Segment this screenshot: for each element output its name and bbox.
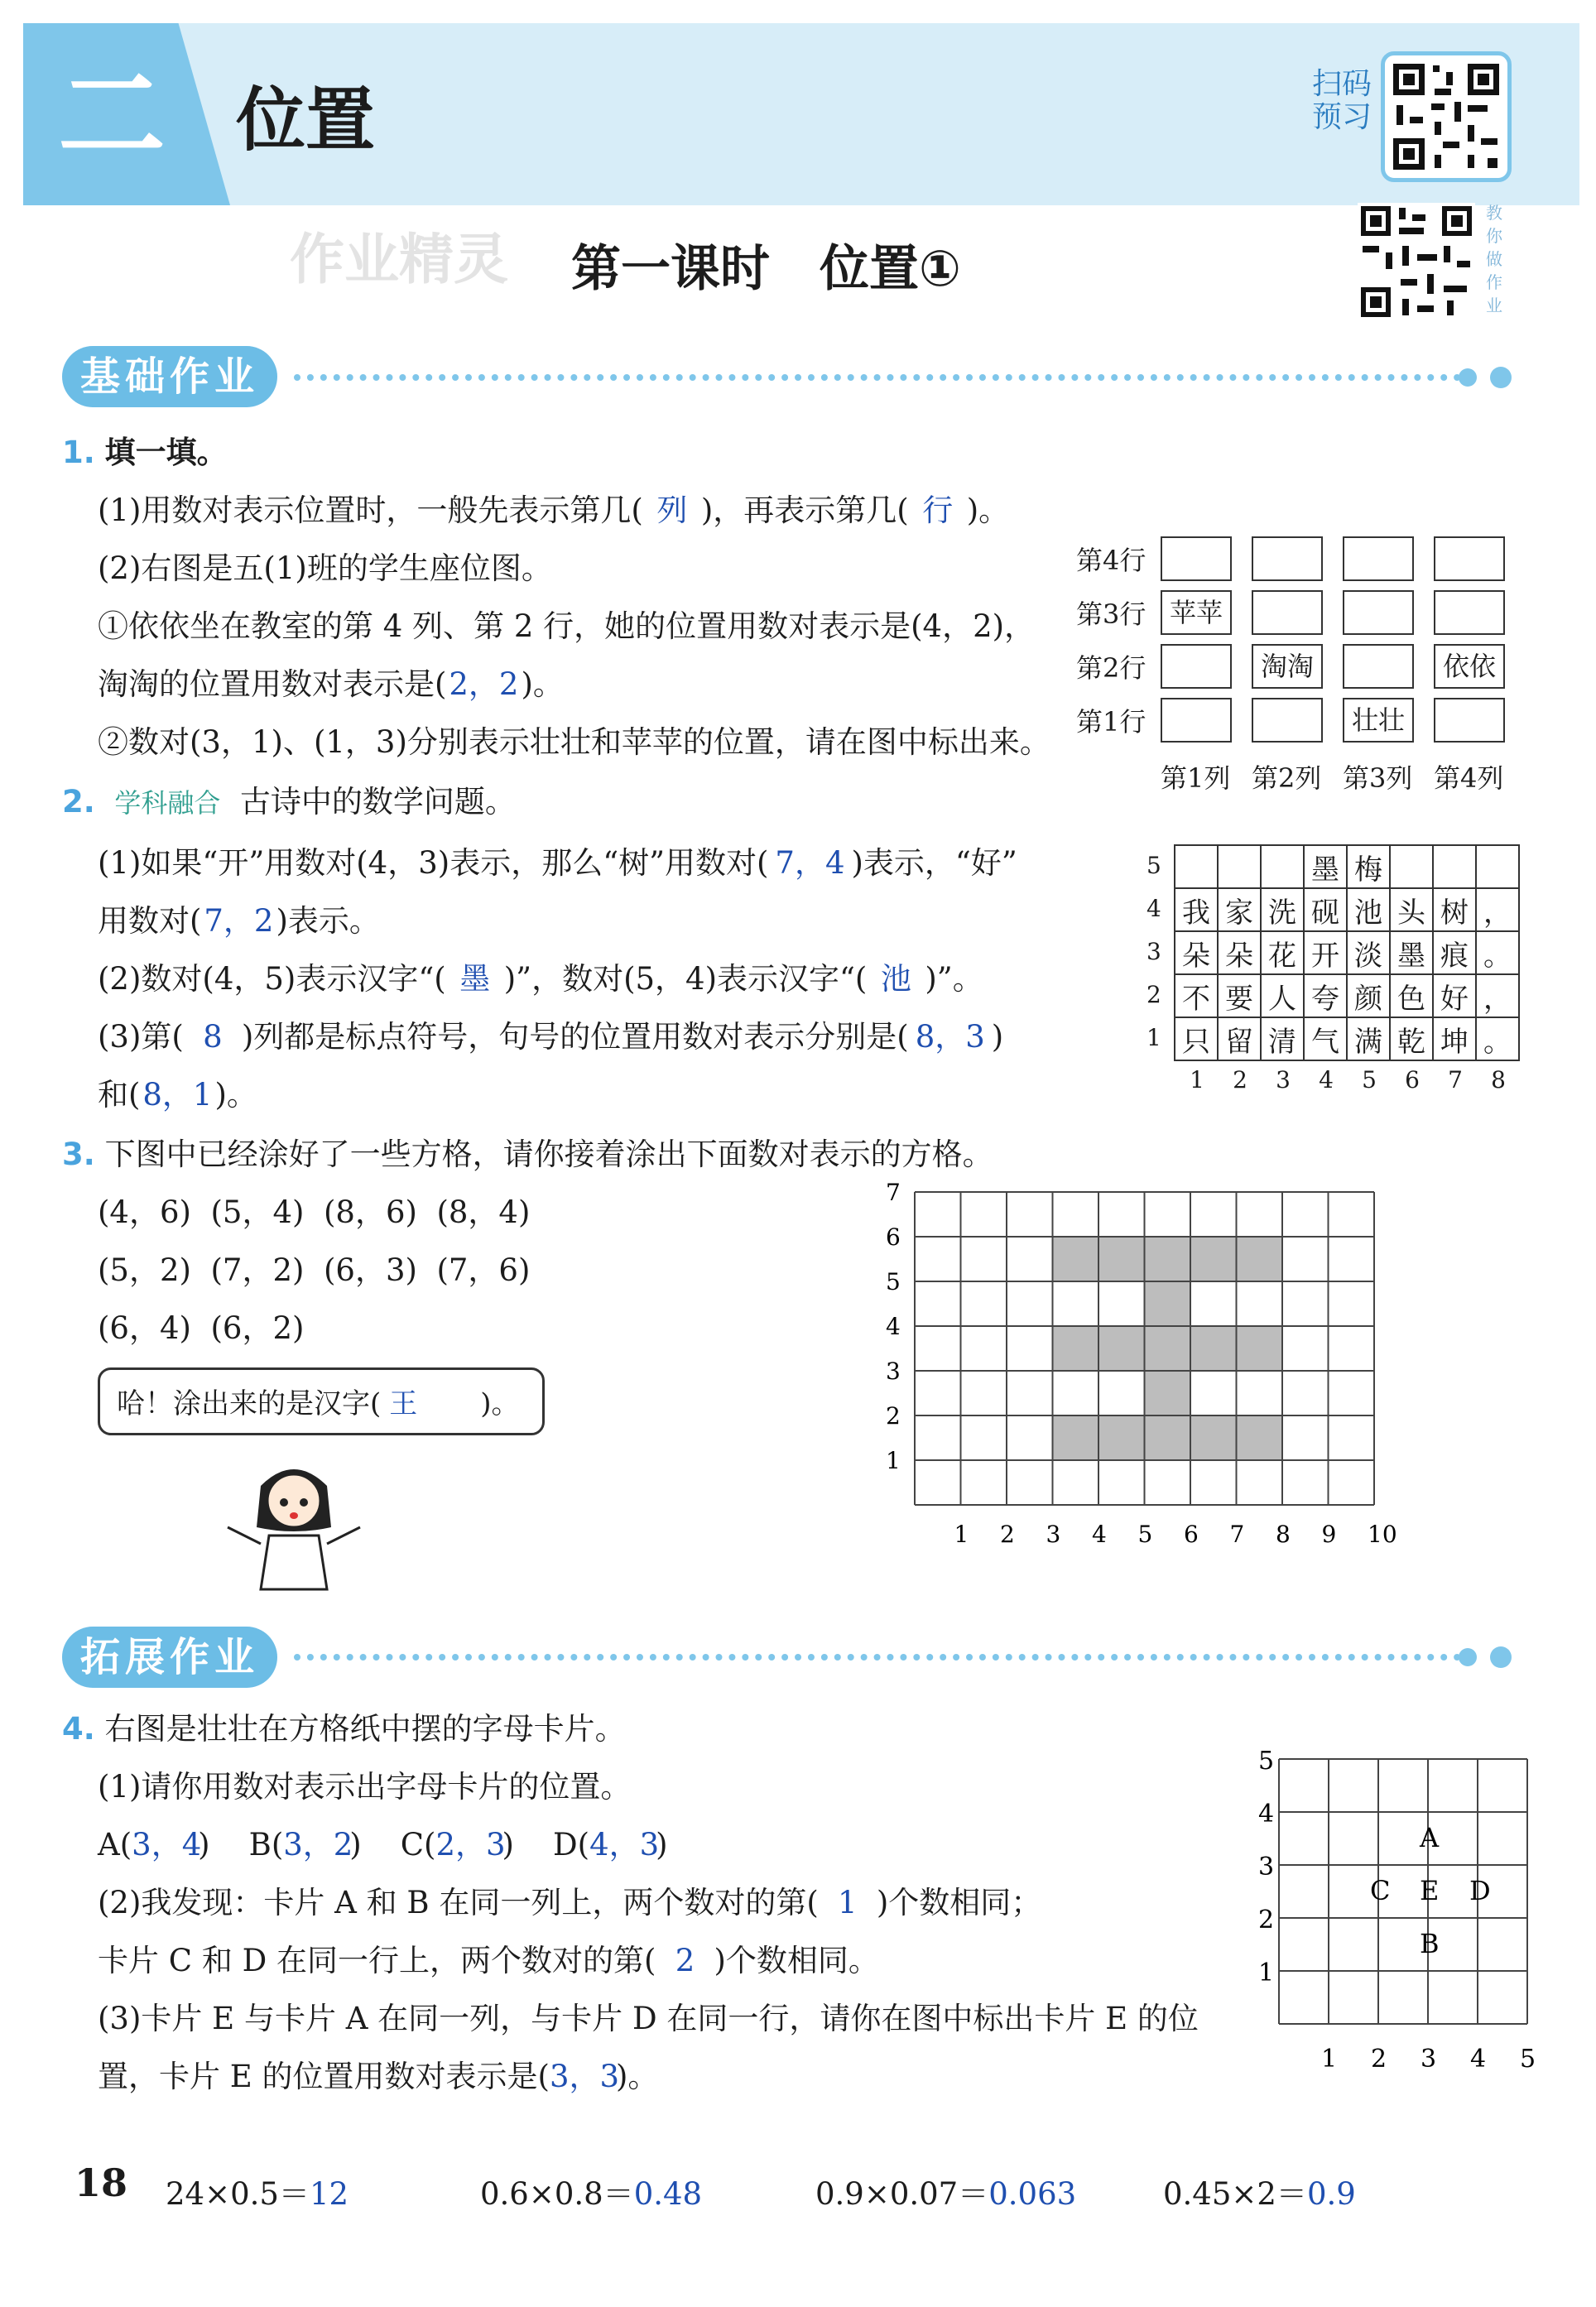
q2-part2: (2)数对(4，5)表示汉字“( 墨 )”，数对(5，4)表示汉字“( 池 )”。 bbox=[98, 957, 983, 1002]
poem-cell: 朵 bbox=[1175, 931, 1218, 974]
shaded-cell[interactable] bbox=[1190, 1326, 1237, 1371]
shaded-cell[interactable] bbox=[1145, 1415, 1191, 1460]
poem-cell: 。 bbox=[1476, 931, 1519, 974]
divider-end-dot bbox=[1459, 368, 1477, 387]
answer-blank[interactable]: 行 bbox=[922, 493, 954, 528]
poem-grid-row bbox=[1175, 845, 1519, 888]
poem-grid-row bbox=[1175, 931, 1519, 974]
qr-code-icon bbox=[1358, 203, 1475, 320]
poem-grid-row bbox=[1175, 974, 1519, 1017]
poem-cell: 。 bbox=[1476, 1017, 1519, 1060]
col-label: 1 bbox=[1190, 1066, 1204, 1093]
row-label: 3 bbox=[1147, 938, 1161, 965]
seat-chart bbox=[1068, 530, 1515, 803]
shaded-cell[interactable] bbox=[1190, 1237, 1237, 1281]
col-label: 4 bbox=[1319, 1066, 1334, 1093]
col-label: 5 bbox=[1137, 1521, 1153, 1548]
coordinate-grid-q3 bbox=[869, 1179, 1397, 1548]
shaded-cell[interactable] bbox=[1237, 1237, 1283, 1281]
poem-cell: 颜 bbox=[1347, 974, 1390, 1017]
poem-cell: 家 bbox=[1218, 888, 1261, 931]
poem-cell: 乾 bbox=[1390, 1017, 1433, 1060]
poem-cell: 要 bbox=[1218, 974, 1261, 1017]
q4-card-positions: A(3，4) B(3，2) C(2，3) D(4，3) bbox=[98, 1823, 668, 1867]
seat[interactable] bbox=[1343, 536, 1414, 581]
poem-col-labels bbox=[1175, 1066, 1520, 1093]
calc-item-3: 0.9×0.07＝0.063 bbox=[815, 2176, 1077, 2212]
row-label: 5 bbox=[1147, 852, 1161, 879]
poem-cell bbox=[1433, 845, 1476, 888]
row-label: 3 bbox=[886, 1358, 901, 1385]
answer-blank[interactable]: 池 bbox=[880, 961, 911, 997]
col-label: 2 bbox=[1371, 2045, 1387, 2074]
seat[interactable] bbox=[1434, 590, 1505, 635]
q3-heading: 3. 下图中已经涂好了一些方格，请你接着涂出下面数对表示的方格。 bbox=[62, 1137, 993, 1172]
row-label: 3 bbox=[1258, 1853, 1275, 1882]
q2-heading: 2. 学科融合 古诗中的数学问题。 bbox=[62, 784, 516, 819]
q2-part3: (3)第( 8 )列都是标点符号，句号的位置用数对表示分别是( 8，3 ) bbox=[98, 1015, 1003, 1060]
q4-part3: (3)卡片 E 与卡片 A 在同一列，与卡片 D 在同一行，请你在图中标出卡片 E 的位 bbox=[98, 2001, 1199, 2036]
answer-blank[interactable]: 列 bbox=[656, 493, 688, 528]
section-divider bbox=[294, 1654, 1461, 1661]
poem-cell: 朵 bbox=[1218, 931, 1261, 974]
poem-cell: 坤 bbox=[1433, 1017, 1476, 1060]
poem-cell: 气 bbox=[1304, 1017, 1347, 1060]
poem-cell: ， bbox=[1476, 888, 1519, 931]
section-basic-badge: 基础作业 bbox=[62, 346, 277, 407]
shaded-cell[interactable] bbox=[1145, 1326, 1191, 1371]
row-label: 6 bbox=[886, 1223, 901, 1251]
calc-item-4: 0.45×2＝0.9 bbox=[1163, 2176, 1356, 2212]
row-label: 4 bbox=[886, 1313, 901, 1340]
q1-part2: (2)右图是五(1)班的学生座位图。 bbox=[98, 550, 552, 586]
poem-cell: ， bbox=[1476, 974, 1519, 1017]
shaded-cell[interactable] bbox=[1237, 1415, 1283, 1460]
poem-cell bbox=[1261, 845, 1304, 888]
poem-cell bbox=[1175, 845, 1218, 888]
answer-blank[interactable]: 3，3 bbox=[549, 2059, 620, 2094]
section-extended-badge: 拓展作业 bbox=[62, 1627, 277, 1688]
shaded-cell[interactable] bbox=[1053, 1415, 1099, 1460]
watermark: 作业精灵 bbox=[290, 228, 508, 291]
col-label: 1 bbox=[1321, 2045, 1338, 2074]
col-label: 8 bbox=[1491, 1066, 1506, 1093]
speech-bubble: 哈！涂出来的是汉字( 王 )。 bbox=[98, 1367, 545, 1435]
poem-cell: 树 bbox=[1433, 888, 1476, 931]
poem-grid bbox=[1174, 844, 1520, 1061]
poem-grid-row bbox=[1175, 1017, 1519, 1060]
poem-row-labels bbox=[1147, 844, 1161, 1060]
poem-cell bbox=[1390, 845, 1433, 888]
shaded-cell[interactable] bbox=[1145, 1281, 1191, 1326]
shaded-cell[interactable] bbox=[1190, 1415, 1237, 1460]
col-label: 4 bbox=[1092, 1521, 1107, 1548]
row-label: 5 bbox=[1258, 1747, 1275, 1776]
row-label: 1 bbox=[1258, 1959, 1275, 1987]
row-label: 1 bbox=[886, 1447, 901, 1474]
girl-illustration-icon bbox=[211, 1436, 377, 1602]
divider-end-dot bbox=[1459, 1648, 1477, 1666]
row-label: 7 bbox=[886, 1179, 901, 1206]
q2-part1: (1)如果“开”用数对(4，3)表示，那么“树”用数对( 7，4 )表示，“好” bbox=[98, 841, 1017, 886]
q4-heading: 4. 右图是壮壮在方格纸中摆的字母卡片。 bbox=[62, 1711, 626, 1747]
answer-blank[interactable]: 8 bbox=[203, 1019, 223, 1055]
seat[interactable] bbox=[1161, 644, 1232, 689]
col-label: 5 bbox=[1520, 2045, 1536, 2074]
poem-cell: 好 bbox=[1433, 974, 1476, 1017]
col-label: 6 bbox=[1184, 1521, 1199, 1548]
col-label: 8 bbox=[1276, 1521, 1291, 1548]
seat-row-label: 第3行 bbox=[1076, 598, 1147, 630]
seat[interactable] bbox=[1434, 536, 1505, 581]
poem-cell: 洗 bbox=[1261, 888, 1304, 931]
divider-end-dot bbox=[1490, 367, 1512, 388]
qr-code-homework[interactable] bbox=[1358, 203, 1475, 320]
shaded-cell[interactable] bbox=[1145, 1237, 1191, 1281]
seat-col-label: 第3列 bbox=[1343, 762, 1413, 794]
col-label: 1 bbox=[954, 1521, 969, 1548]
poem-grid-row bbox=[1175, 888, 1519, 931]
seat[interactable] bbox=[1161, 698, 1232, 743]
letter-card-C[interactable]: C bbox=[1370, 1875, 1391, 1906]
page-number: 18 bbox=[75, 2160, 128, 2205]
col-label: 4 bbox=[1470, 2045, 1487, 2074]
row-label: 5 bbox=[886, 1268, 901, 1295]
shaded-cell[interactable] bbox=[1053, 1326, 1099, 1371]
q3-pairs-line3: (6，4) (6，2) bbox=[98, 1310, 305, 1346]
q3-pairs-line1: (4，6) (5，4) (8，6) (8，4) bbox=[98, 1194, 531, 1230]
q1-part1: (1)用数对表示位置时，一般先表示第几( 列 )，再表示第几( 行 )。 bbox=[98, 488, 1009, 533]
row-label: 1 bbox=[1147, 1024, 1161, 1051]
poem-cell: 花 bbox=[1261, 931, 1304, 974]
poem-cell bbox=[1476, 845, 1519, 888]
scan-preview-label[interactable]: 扫码 预习 bbox=[1312, 67, 1372, 134]
q1-part4: 淘淘的位置用数对表示是(2，2)。 bbox=[98, 662, 564, 707]
poem-cell: 梅 bbox=[1347, 845, 1390, 888]
poem-cell: 痕 bbox=[1433, 931, 1476, 974]
divider-end-dot bbox=[1490, 1646, 1512, 1668]
answer-blank[interactable]: 8，3 bbox=[915, 1019, 985, 1055]
shaded-cell[interactable] bbox=[1237, 1326, 1283, 1371]
shaded-cell[interactable] bbox=[1053, 1237, 1099, 1281]
answer-blank[interactable]: 2，3 bbox=[435, 1827, 506, 1862]
poem-cell: 不 bbox=[1175, 974, 1218, 1017]
answer-blank[interactable]: 4，3 bbox=[589, 1827, 660, 1862]
q1-heading: 1. 填一填。 bbox=[62, 435, 228, 470]
poem-cell: 墨 bbox=[1304, 845, 1347, 888]
shaded-cell[interactable] bbox=[1098, 1237, 1145, 1281]
poem-cell: 夸 bbox=[1304, 974, 1347, 1017]
col-label: 3 bbox=[1046, 1521, 1061, 1548]
seat[interactable] bbox=[1252, 590, 1323, 635]
seat-col-label: 第2列 bbox=[1252, 762, 1322, 794]
seat-row-label: 第1行 bbox=[1076, 706, 1147, 738]
q2-part1b: 用数对(7，2)表示。 bbox=[98, 899, 380, 944]
seat-col-label: 第4列 bbox=[1434, 762, 1504, 794]
answer-blank[interactable]: 3，4 bbox=[132, 1827, 202, 1862]
col-label: 3 bbox=[1421, 2045, 1437, 2074]
col-label: 9 bbox=[1321, 1521, 1337, 1548]
row-label: 2 bbox=[1147, 981, 1161, 1008]
q3-pairs-line2: (5，2) (7，2) (6，3) (7，6) bbox=[98, 1252, 531, 1288]
seat[interactable] bbox=[1161, 536, 1232, 581]
poem-cell: 只 bbox=[1175, 1017, 1218, 1060]
seat-taotao[interactable]: 淘淘 bbox=[1252, 644, 1323, 689]
q4-part2: (2)我发现：卡片 A 和 B 在同一列上，两个数对的第( 1 )个数相同； bbox=[98, 1881, 1041, 1925]
shaded-cell[interactable] bbox=[1145, 1371, 1191, 1415]
answer-blank[interactable]: 8，1 bbox=[142, 1077, 213, 1113]
letter-card-E[interactable]: E bbox=[1420, 1875, 1440, 1906]
poem-cell: 留 bbox=[1218, 1017, 1261, 1060]
unit-number: 二 bbox=[57, 52, 166, 179]
answer-blank[interactable]: 3，2 bbox=[283, 1827, 353, 1862]
row-label: 4 bbox=[1147, 895, 1161, 922]
answer-blank[interactable]: 7，2 bbox=[204, 903, 274, 939]
q4-part2b: 卡片 C 和 D 在同一行上，两个数对的第( 2 )个数相同。 bbox=[98, 1939, 879, 1983]
poem-cell: 砚 bbox=[1304, 888, 1347, 931]
answer-blank[interactable]: 7，4 bbox=[775, 845, 845, 881]
coordinate-grid-q4 bbox=[1242, 1747, 1540, 2074]
col-label: 2 bbox=[1000, 1521, 1015, 1548]
seat[interactable] bbox=[1252, 698, 1323, 743]
answer-blank[interactable]: 王 bbox=[389, 1387, 418, 1420]
seat-yiyi[interactable]: 依依 bbox=[1434, 644, 1505, 689]
q4-part1: (1)请你用数对表示出字母卡片的位置。 bbox=[98, 1769, 632, 1805]
row-label: 4 bbox=[1258, 1800, 1275, 1829]
col-label: 3 bbox=[1276, 1066, 1291, 1093]
col-label: 7 bbox=[1229, 1521, 1245, 1548]
q2-part3b: 和(8，1)。 bbox=[98, 1073, 257, 1117]
shaded-cell[interactable] bbox=[1098, 1415, 1145, 1460]
teach-homework-label: 教你做作业 bbox=[1486, 203, 1502, 315]
seat-row-label: 第4行 bbox=[1076, 545, 1147, 576]
poem-cell: 墨 bbox=[1390, 931, 1433, 974]
qr-code-preview[interactable] bbox=[1381, 51, 1512, 182]
seat-pingping[interactable]: 苹苹 bbox=[1161, 590, 1232, 635]
q4-part3b: 置，卡片 E 的位置用数对表示是(3，3)。 bbox=[98, 2055, 658, 2099]
col-label: 5 bbox=[1362, 1066, 1377, 1093]
calc-item-2: 0.6×0.8＝0.48 bbox=[480, 2176, 703, 2212]
row-label: 2 bbox=[886, 1402, 901, 1430]
letter-card-B[interactable]: B bbox=[1420, 1928, 1440, 1959]
poem-cell: 满 bbox=[1347, 1017, 1390, 1060]
calc-item-1: 24×0.5＝12 bbox=[166, 2176, 349, 2212]
letter-card-A[interactable]: A bbox=[1420, 1822, 1440, 1853]
seat[interactable] bbox=[1252, 536, 1323, 581]
poem-cell: 清 bbox=[1261, 1017, 1304, 1060]
shaded-cell[interactable] bbox=[1098, 1326, 1145, 1371]
col-label: 10 bbox=[1368, 1521, 1397, 1548]
section-divider bbox=[294, 374, 1461, 381]
row-label: 2 bbox=[1258, 1906, 1275, 1935]
unit-title: 位置 bbox=[236, 79, 376, 161]
seat-col-label: 第1列 bbox=[1161, 762, 1231, 794]
seat[interactable] bbox=[1343, 590, 1414, 635]
seat[interactable] bbox=[1434, 698, 1505, 743]
poem-cell: 我 bbox=[1175, 888, 1218, 931]
answer-blank[interactable]: 墨 bbox=[459, 961, 491, 997]
subject-tag: 学科融合 bbox=[114, 787, 221, 819]
poem-cell: 池 bbox=[1347, 888, 1390, 931]
poem-cell: 人 bbox=[1261, 974, 1304, 1017]
poem-cell: 色 bbox=[1390, 974, 1433, 1017]
answer-blank[interactable]: 1 bbox=[838, 1885, 858, 1920]
col-label: 6 bbox=[1405, 1066, 1420, 1093]
q1-part3: ①依依坐在教室的第 4 列、第 2 行，她的位置用数对表示是(4，2)， bbox=[98, 608, 1036, 644]
seat-zhuangzhuang[interactable]: 壮壮 bbox=[1343, 698, 1414, 743]
poem-cell bbox=[1218, 845, 1261, 888]
poem-cell: 头 bbox=[1390, 888, 1433, 931]
answer-blank[interactable]: 2 bbox=[675, 1943, 695, 1978]
poem-cell: 淡 bbox=[1347, 931, 1390, 974]
col-label: 7 bbox=[1448, 1066, 1463, 1093]
letter-card-D[interactable]: D bbox=[1469, 1875, 1491, 1906]
seat-row-label: 第2行 bbox=[1076, 652, 1147, 684]
q1-part5: ②数对(3，1)、(1，3)分别表示壮壮和苹苹的位置，请在图中标出来。 bbox=[98, 724, 1050, 760]
answer-blank[interactable]: 2，2 bbox=[449, 666, 519, 702]
qr-code-icon bbox=[1385, 55, 1507, 178]
poem-cell: 开 bbox=[1304, 931, 1347, 974]
lesson-title: 第一课时 位置① bbox=[571, 240, 961, 298]
seat[interactable] bbox=[1343, 644, 1414, 689]
col-label: 2 bbox=[1233, 1066, 1247, 1093]
